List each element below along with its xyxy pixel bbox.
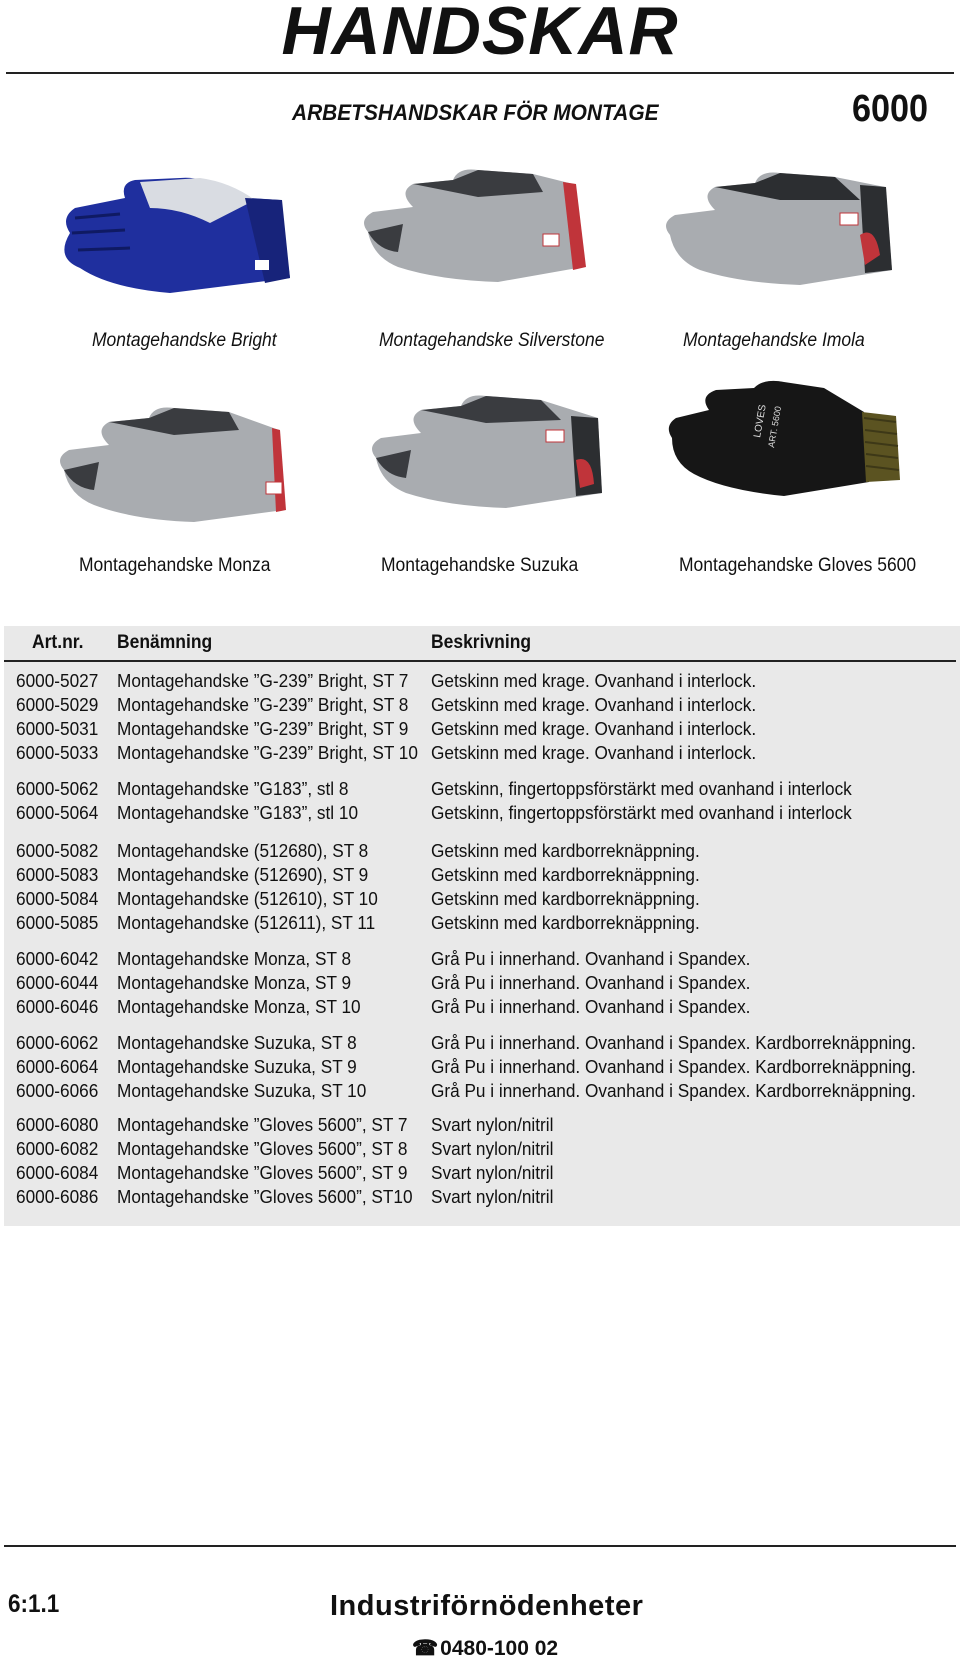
table-row xyxy=(0,802,960,826)
table-row xyxy=(0,948,960,972)
glove-suzuka-image xyxy=(366,388,626,538)
cell-name: Montagehandske ”Gloves 5600”, ST 9 xyxy=(117,1162,408,1183)
phone-number: 0480-100 02 xyxy=(440,1637,559,1660)
footer-divider xyxy=(4,1545,956,1547)
cell-desc: Getskinn med kardborreknäppning. xyxy=(431,864,700,885)
cell-art: 6000-6082 xyxy=(16,1138,99,1159)
cell-name: Montagehandske ”G-239” Bright, ST 9 xyxy=(117,718,409,739)
page-title: HANDSKAR xyxy=(281,0,679,69)
cell-art: 6000-5027 xyxy=(16,670,99,691)
table-row xyxy=(0,1186,960,1210)
cell-name: Montagehandske ”G183”, stl 8 xyxy=(117,778,349,799)
cell-desc: Grå Pu i innerhand. Ovanhand i Spandex. xyxy=(431,996,751,1017)
cell-desc: Svart nylon/nitril xyxy=(431,1138,554,1159)
cell-art: 6000-5031 xyxy=(16,718,99,739)
cell-art: 6000-6042 xyxy=(16,948,99,969)
cell-desc: Grå Pu i innerhand. Ovanhand i Spandex. xyxy=(431,948,751,969)
header-divider xyxy=(6,72,954,74)
cell-name: Montagehandske Monza, ST 9 xyxy=(117,972,352,993)
cell-art: 6000-6086 xyxy=(16,1186,99,1207)
cell-art: 6000-5062 xyxy=(16,778,99,799)
cell-desc: Grå Pu i innerhand. Ovanhand i Spandex. xyxy=(431,972,751,993)
product-caption-monza: Montagehandske Monza xyxy=(79,555,271,576)
cell-art: 6000-6066 xyxy=(16,1080,99,1101)
cell-desc: Getskinn med krage. Ovanhand i interlock. xyxy=(431,718,757,739)
table-row xyxy=(0,670,960,694)
cell-art: 6000-5083 xyxy=(16,864,99,885)
cell-art: 6000-6080 xyxy=(16,1114,99,1135)
column-header-name: Benämning xyxy=(117,632,213,653)
glove-monza-image xyxy=(54,400,314,550)
glove-gloves-5600-image xyxy=(664,378,924,528)
table-row xyxy=(0,1032,960,1056)
cell-art: 6000-5085 xyxy=(16,912,99,933)
table-row xyxy=(0,912,960,936)
table-row xyxy=(0,840,960,864)
cell-name: Montagehandske ”G-239” Bright, ST 8 xyxy=(117,694,409,715)
cell-desc: Getskinn med krage. Ovanhand i interlock. xyxy=(431,694,757,715)
cell-name: Montagehandske (512610), ST 10 xyxy=(117,888,378,909)
glove-bright-image xyxy=(50,168,310,318)
table-row xyxy=(0,778,960,802)
page-number: 6:1.1 xyxy=(8,1590,60,1618)
cell-desc: Svart nylon/nitril xyxy=(431,1162,554,1183)
table-row xyxy=(0,888,960,912)
glove-imola-image xyxy=(660,165,920,315)
cell-desc: Grå Pu i innerhand. Ovanhand i Spandex. Kardborreknäppning. xyxy=(431,1056,916,1077)
svg-text:LOVES: LOVES xyxy=(752,403,769,439)
cell-name: Montagehandske ”Gloves 5600”, ST 8 xyxy=(117,1138,408,1159)
cell-name: Montagehandske Suzuka, ST 10 xyxy=(117,1080,367,1101)
cell-name: Montagehandske ”G-239” Bright, ST 10 xyxy=(117,742,418,763)
table-row xyxy=(0,1114,960,1138)
cell-name: Montagehandske (512680), ST 8 xyxy=(117,840,369,861)
product-caption-suzuka: Montagehandske Suzuka xyxy=(381,555,579,576)
glove-silverstone-image xyxy=(358,162,618,312)
cell-desc: Getskinn med krage. Ovanhand i interlock. xyxy=(431,670,757,691)
cell-art: 6000-6064 xyxy=(16,1056,99,1077)
table-row xyxy=(0,1080,960,1104)
table-row xyxy=(0,996,960,1020)
cell-name: Montagehandske ”G-239” Bright, ST 7 xyxy=(117,670,409,691)
cell-art: 6000-6044 xyxy=(16,972,99,993)
table-row xyxy=(0,1162,960,1186)
cell-desc: Grå Pu i innerhand. Ovanhand i Spandex. Kardborreknäppning. xyxy=(431,1032,916,1053)
cell-name: Montagehandske ”Gloves 5600”, ST10 xyxy=(117,1186,413,1207)
phone-number-line xyxy=(412,1636,558,1661)
table-header-divider xyxy=(4,660,956,662)
cell-desc: Getskinn med krage. Ovanhand i interlock. xyxy=(431,742,757,763)
cell-name: Montagehandske ”G183”, stl 10 xyxy=(117,802,359,823)
cell-art: 6000-5082 xyxy=(16,840,99,861)
cell-art: 6000-5084 xyxy=(16,888,99,909)
cell-desc: Svart nylon/nitril xyxy=(431,1186,554,1207)
cell-desc: Getskinn, fingertoppsförstärkt med ovanhand i interlock xyxy=(431,778,852,799)
cell-art: 6000-6062 xyxy=(16,1032,99,1053)
cell-desc: Grå Pu i innerhand. Ovanhand i Spandex. Kardborreknäppning. xyxy=(431,1080,916,1101)
table-row xyxy=(0,694,960,718)
cell-desc: Getskinn med kardborreknäppning. xyxy=(431,840,700,861)
column-header-art: Art.nr. xyxy=(32,632,84,653)
table-row xyxy=(0,1056,960,1080)
company-name: Industriförnödenheter xyxy=(330,1590,644,1622)
cell-name: Montagehandske Suzuka, ST 9 xyxy=(117,1056,357,1077)
cell-name: Montagehandske Monza, ST 10 xyxy=(117,996,361,1017)
cell-name: Montagehandske ”Gloves 5600”, ST 7 xyxy=(117,1114,408,1135)
cell-art: 6000-5029 xyxy=(16,694,99,715)
section-subtitle: ARBETSHANDSKAR FÖR MONTAGE xyxy=(292,100,659,125)
table-row xyxy=(0,972,960,996)
product-caption-silverstone: Montagehandske Silverstone xyxy=(379,330,605,351)
cell-desc: Getskinn med kardborreknäppning. xyxy=(431,912,700,933)
cell-desc: Getskinn med kardborreknäppning. xyxy=(431,888,700,909)
svg-text:ART. 5600: ART. 5600 xyxy=(766,405,784,449)
product-caption-imola: Montagehandske Imola xyxy=(683,330,865,351)
table-row xyxy=(0,742,960,766)
product-caption-gloves-5600: Montagehandske Gloves 5600 xyxy=(679,555,917,576)
cell-art: 6000-5033 xyxy=(16,742,99,763)
cell-name: Montagehandske (512611), ST 11 xyxy=(117,912,376,933)
telephone-icon: ☎ xyxy=(412,1637,439,1660)
cell-name: Montagehandske Suzuka, ST 8 xyxy=(117,1032,357,1053)
cell-desc: Getskinn, fingertoppsförstärkt med ovanhand i interlock xyxy=(431,802,852,823)
table-row xyxy=(0,1138,960,1162)
table-row xyxy=(0,864,960,888)
cell-desc: Svart nylon/nitril xyxy=(431,1114,554,1135)
cell-art: 6000-6084 xyxy=(16,1162,99,1183)
cell-name: Montagehandske (512690), ST 9 xyxy=(117,864,369,885)
catalog-number: 6000 xyxy=(852,88,929,130)
cell-art: 6000-6046 xyxy=(16,996,99,1017)
cell-art: 6000-5064 xyxy=(16,802,99,823)
cell-name: Montagehandske Monza, ST 8 xyxy=(117,948,352,969)
product-caption-bright: Montagehandske Bright xyxy=(92,330,277,351)
column-header-description: Beskrivning xyxy=(431,632,532,653)
table-row xyxy=(0,718,960,742)
